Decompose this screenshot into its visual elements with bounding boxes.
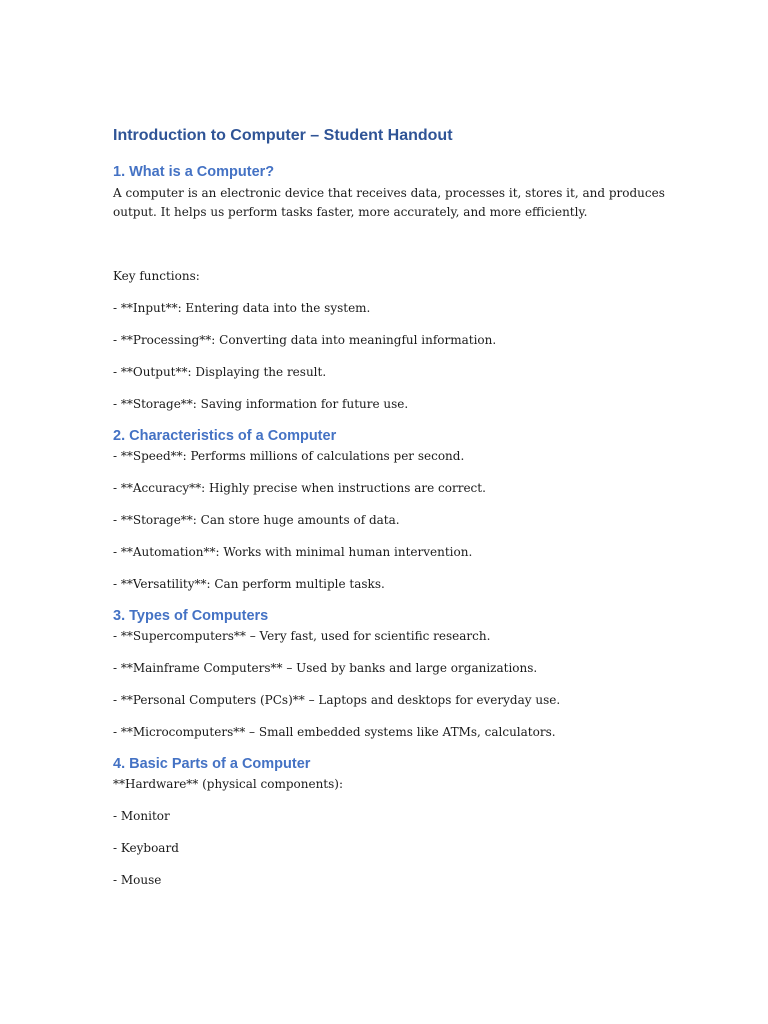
list-item: - **Input**: Entering data into the system. [113,301,371,315]
list-item: - Monitor [113,809,170,823]
list-item: - Mouse [113,873,162,887]
list-item: - **Processing**: Converting data into meaningful information. [113,333,497,347]
list-item: - **Supercomputers** – Very fast, used for scientific research. [113,629,491,643]
list-item: - **Automation**: Works with minimal human intervention. [113,545,473,559]
list-item: - **Storage**: Can store huge amounts of data. [113,513,400,527]
section-heading-types: 3. Types of Computers [113,608,269,624]
list-item: - **Accuracy**: Highly precise when instructions are correct. [113,481,486,495]
list-item: - **Versatility**: Can perform multiple tasks. [113,577,385,591]
section-heading-what-is-computer: 1. What is a Computer? [113,164,275,180]
document-title: Introduction to Computer – Student Handout [113,127,453,144]
list-item: - Keyboard [113,841,179,855]
section-heading-characteristics: 2. Characteristics of a Computer [113,428,337,444]
list-item: - **Personal Computers (PCs)** – Laptops and desktops for everyday use. [113,693,561,707]
hardware-label: **Hardware** (physical components): [113,777,344,791]
section-intro-paragraph: A computer is an electronic device that receives data, processes it, stores it, and produces output. It helps us perform tasks faster, more accurately, and more efficiently. [113,186,665,219]
key-functions-label: Key functions: [113,269,200,283]
section-heading-basic-parts: 4. Basic Parts of a Computer [113,756,311,772]
list-item: - **Storage**: Saving information for future use. [113,397,409,411]
document-body [113,125,673,888]
list-item: - **Mainframe Computers** – Used by banks and large organizations. [113,661,538,675]
list-item: - **Microcomputers** – Small embedded systems like ATMs, calculators. [113,725,556,739]
list-item: - **Output**: Displaying the result. [113,365,327,379]
list-item: - **Speed**: Performs millions of calculations per second. [113,449,465,463]
